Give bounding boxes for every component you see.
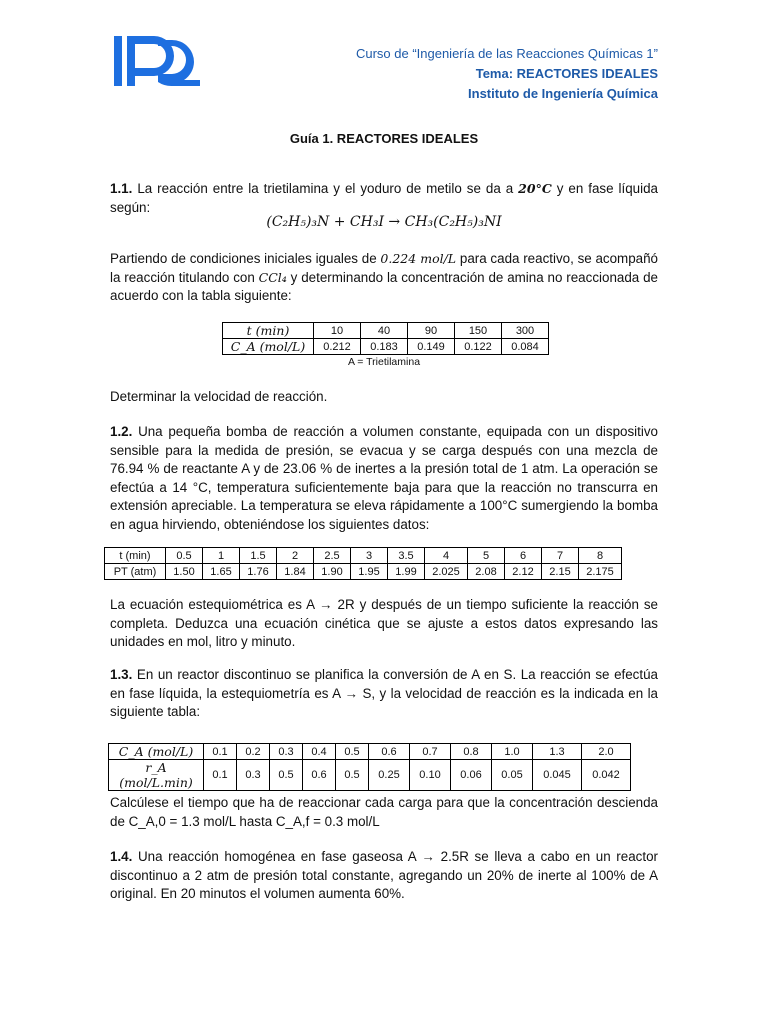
cell: 150 xyxy=(455,323,502,339)
problem-1-1-body xyxy=(110,250,658,306)
cell: 0.149 xyxy=(408,339,455,355)
row-header: t (min) xyxy=(223,323,314,339)
problem-text: En un reactor discontinuo se planifica la conversión de A en S. La reacción se efectúa en fase líquida, la estequiometría es A → S, y la velocidad de reacción es la indicada en la siguiente tabla: xyxy=(110,667,658,719)
cell: 1.76 xyxy=(240,564,277,580)
problem-1-3 xyxy=(110,666,658,722)
cell: 3 xyxy=(351,548,388,564)
table-1-2 xyxy=(104,547,622,580)
table-caption: A = Trietilamina xyxy=(347,356,421,368)
cell: 0.5 xyxy=(336,744,369,760)
cell: 10 xyxy=(314,323,361,339)
cell: 1.5 xyxy=(240,548,277,564)
cell: 0.6 xyxy=(369,744,410,760)
cell: 1.95 xyxy=(351,564,388,580)
problem-number: 1.2. xyxy=(110,424,133,439)
cell: 2.08 xyxy=(468,564,505,580)
cell: 0.084 xyxy=(502,339,549,355)
table-row xyxy=(105,548,622,564)
cell: 0.4 xyxy=(303,744,336,760)
reaction-equation: (C₂H₅)₃N + CH₃I → CH₃(C₂H₅)₃NI xyxy=(266,214,502,230)
problem-1-1-intro xyxy=(110,180,658,217)
cell: 4 xyxy=(425,548,468,564)
cell: 0.8 xyxy=(451,744,492,760)
course-header xyxy=(356,44,658,104)
row-header: PT (atm) xyxy=(105,564,166,580)
institute-logo xyxy=(114,36,202,88)
cell: 0.3 xyxy=(237,760,270,791)
cell: 1 xyxy=(203,548,240,564)
row-header: r_A (mol/L.min) xyxy=(109,760,204,791)
table-1-1 xyxy=(222,322,549,355)
guide-title: Guía 1. REACTORES IDEALES xyxy=(289,131,479,146)
cell: 0.212 xyxy=(314,339,361,355)
cell: 2.15 xyxy=(542,564,579,580)
problem-1-1-question: Determinar la velocidad de reacción. xyxy=(110,389,328,404)
cell: 0.06 xyxy=(451,760,492,791)
row-header: C_A (mol/L) xyxy=(223,339,314,355)
cell: 1.0 xyxy=(492,744,533,760)
row-header: t (min) xyxy=(105,548,166,564)
row-header: C_A (mol/L) xyxy=(109,744,204,760)
problem-1-4 xyxy=(110,848,658,904)
cell: 0.6 xyxy=(303,760,336,791)
problem-text: La reacción entre la trietilamina y el yoduro de metilo se da a xyxy=(137,181,514,196)
problem-text: y determinando la concentración de amina no reaccionada de acuerdo con la tabla siguiente: xyxy=(110,269,658,303)
cell: 0.05 xyxy=(492,760,533,791)
cell: 0.045 xyxy=(533,760,582,791)
institute-name: Instituto de Ingeniería Química xyxy=(468,86,658,101)
cell: 6 xyxy=(505,548,542,564)
cell: 0.3 xyxy=(270,744,303,760)
temperature: 20°C xyxy=(518,181,552,196)
cell: 0.5 xyxy=(166,548,203,564)
problem-1-2-question: La ecuación estequiométrica es A → 2R y después de un tiempo suficiente la reacción se completa. Deduzca una ecuación cinética que se ajuste a estos datos expresando las unidades en mol, litro y minuto. xyxy=(110,597,658,649)
cell: 0.183 xyxy=(361,339,408,355)
concentration: 0.224 mol/L xyxy=(380,251,457,266)
cell: 40 xyxy=(361,323,408,339)
cell: 1.3 xyxy=(533,744,582,760)
problem-1-3-question: Calcúlese el tiempo que ha de reaccionar cada carga para que la concentración descienda de C_A,0 = 1.3 mol/L hasta C_A,f = 0.3 mol/L xyxy=(110,795,658,829)
cell: 0.5 xyxy=(270,760,303,791)
problem-number: 1.3. xyxy=(110,667,133,682)
cell: 1.65 xyxy=(203,564,240,580)
cell: 8 xyxy=(579,548,622,564)
cell: 0.10 xyxy=(410,760,451,791)
table-row xyxy=(223,323,549,339)
cell: 0.2 xyxy=(237,744,270,760)
cell: 1.90 xyxy=(314,564,351,580)
problem-text: Una reacción homogénea en fase gaseosa A → 2.5R se lleva a cabo en un reactor discontinuo a 2 atm de presión total constante, agregando un 20% de inerte al 100% de A original. En 20 minutos el volumen aumenta 60%. xyxy=(110,849,658,901)
cell: 0.5 xyxy=(336,760,369,791)
cell: 1.50 xyxy=(166,564,203,580)
table-row xyxy=(223,339,549,355)
problem-number: 1.4. xyxy=(110,849,133,864)
problem-text: Una pequeña bomba de reacción a volumen constante, equipada con un dispositivo sensible para la medida de presión, se evacua y se carga después con una mezcla de 76.94 % de reactante A y de 23.06 % de inertes a la presión total de 1 atm. La operación se efectúa a 14 °C, temperatura suficientemente baja para que la reacción no transcurra en extensión apreciable. La temperatura se eleva rápidamente a 100°C sumergiendo la bomba en agua hirviendo, obteniéndose los siguientes datos: xyxy=(110,424,658,532)
titrant: CCl₄ xyxy=(258,269,287,285)
cell: 0.1 xyxy=(204,744,237,760)
problem-1-2 xyxy=(110,423,658,534)
cell: 2.025 xyxy=(425,564,468,580)
problem-text: para cada reactivo, se acompañó la reacción titulando con xyxy=(110,251,658,285)
cell: 0.042 xyxy=(582,760,631,791)
course-name: Curso de “Ingeniería de las Reacciones Químicas 1” xyxy=(355,46,658,61)
cell: 7 xyxy=(542,548,579,564)
problem-text: y en fase líquida según: xyxy=(110,181,658,215)
table-row xyxy=(105,564,622,580)
cell: 2.5 xyxy=(314,548,351,564)
cell: 90 xyxy=(408,323,455,339)
cell: 0.122 xyxy=(455,339,502,355)
cell: 2.0 xyxy=(582,744,631,760)
cell: 0.1 xyxy=(204,760,237,791)
problem-number: 1.1. xyxy=(110,181,133,196)
cell: 2.175 xyxy=(579,564,622,580)
cell: 3.5 xyxy=(388,548,425,564)
cell: 2.12 xyxy=(505,564,542,580)
topic: Tema: REACTORES IDEALES xyxy=(475,66,658,81)
cell: 1.84 xyxy=(277,564,314,580)
table-row xyxy=(109,744,631,760)
problem-text: Partiendo de condiciones iniciales iguales de xyxy=(110,251,377,266)
table-row xyxy=(109,760,631,791)
cell: 0.25 xyxy=(369,760,410,791)
cell: 1.99 xyxy=(388,564,425,580)
cell: 300 xyxy=(502,323,549,339)
cell: 5 xyxy=(468,548,505,564)
table-1-3 xyxy=(108,743,631,791)
cell: 2 xyxy=(277,548,314,564)
cell: 0.7 xyxy=(410,744,451,760)
